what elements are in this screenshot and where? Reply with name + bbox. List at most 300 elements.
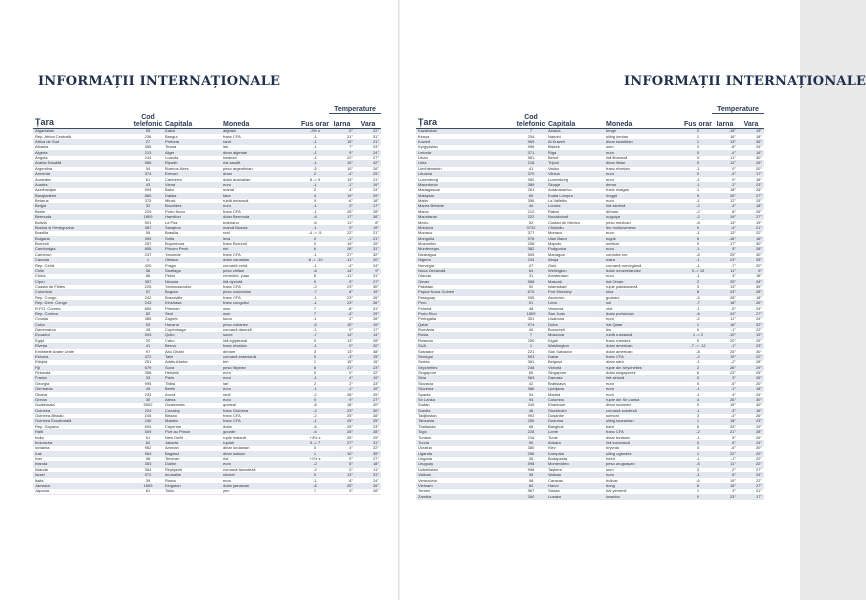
capital-cell: Dodoma (546, 419, 604, 424)
country-cell: Tadjikistan (416, 413, 516, 418)
winter-temp-cell: -5° (712, 381, 738, 386)
winter-temp-cell: 10° (329, 451, 355, 456)
winter-temp-cell: 22° (712, 451, 738, 456)
time-zone-cell: -6 (301, 430, 329, 435)
summer-temp-cell: 26° (738, 301, 764, 306)
calling-code-cell: 260 (516, 494, 546, 499)
time-zone-cell: 0 (301, 338, 329, 343)
time-zone-cell: 1 (684, 451, 712, 456)
winter-temp-cell: 23° (329, 301, 355, 306)
summer-temp-cell: 19° (355, 225, 381, 230)
country-cell: Mexic (416, 220, 516, 225)
calling-code-cell: 44 (516, 204, 546, 209)
calling-code-cell: 57 (133, 290, 163, 295)
capital-cell: Riyadh (163, 161, 221, 166)
time-zone-cell: -6 (301, 483, 329, 488)
capital-cell: Porto Novo (163, 209, 221, 214)
summer-temp-cell: 26° (738, 161, 764, 166)
currency-cell: dirham (604, 209, 684, 214)
time-zone-cell: 0 (684, 440, 712, 445)
time-zone-cell: 3 (684, 284, 712, 289)
winter-temp-cell: -1° (329, 387, 355, 392)
country-cell: Ungaria (416, 456, 516, 461)
calling-code-cell: 965 (516, 139, 546, 144)
winter-temp-cell: -3° (712, 408, 738, 413)
summer-temp-cell: 28° (355, 413, 381, 418)
calling-code-cell: 84 (516, 483, 546, 488)
summer-temp-cell: 24° (355, 188, 381, 193)
currency-cell: metical (604, 241, 684, 246)
summer-temp-cell: 25° (738, 370, 764, 375)
summer-temp-cell: 20° (738, 451, 764, 456)
winter-temp-cell: 0° (329, 327, 355, 332)
winter-temp-cell: 24° (712, 290, 738, 295)
time-zone-cell: -1 (684, 392, 712, 397)
currency-cell: euro (604, 473, 684, 478)
time-zone-cell: 6 (684, 236, 712, 241)
calling-code-cell: 595 (516, 295, 546, 300)
time-zone-cell: -2 (684, 354, 712, 359)
capital-cell: Quito (163, 333, 221, 338)
capital-cell: Riga (546, 150, 604, 155)
winter-temp-cell: 17° (329, 215, 355, 220)
time-zone-cell: -2 (684, 215, 712, 220)
country-cell: Chile (33, 268, 133, 273)
time-zone-cell: 0 (684, 327, 712, 332)
capital-cell: Seul (163, 311, 221, 316)
summer-temp-cell: 24° (355, 478, 381, 483)
time-zone-cell: -8 (684, 220, 712, 225)
capital-cell: Madrid (546, 392, 604, 397)
capital-cell: Bogota (163, 290, 221, 295)
capital-cell: Dakka (163, 193, 221, 198)
calling-code-cell: 1809 (133, 483, 163, 488)
currency-cell: won (221, 311, 301, 316)
calling-code-cell: 40 (516, 327, 546, 332)
currency-cell: coroană daneză (221, 327, 301, 332)
summer-temp-cell: 29° (738, 365, 764, 370)
winter-temp-cell: 26° (329, 247, 355, 252)
calling-code-cell: 97 (133, 349, 163, 354)
summer-temp-cell: 23° (355, 424, 381, 429)
calling-code-cell: 503 (516, 354, 546, 359)
country-cell: Papua Noua Guinee (416, 290, 516, 295)
winter-temp-cell: -1° (329, 236, 355, 241)
winter-temp-cell: 18° (712, 419, 738, 424)
calling-code-cell: 94 (516, 397, 546, 402)
column-header-time-zone: Fus orar (301, 101, 329, 129)
currency-cell: franc CFA (221, 413, 301, 418)
currency-cell: dinar irakian (221, 451, 301, 456)
country-table (33, 101, 381, 495)
column-header-winter: Iarna (712, 114, 738, 129)
summer-temp-cell: 30° (738, 349, 764, 354)
time-zone-cell: -1 (684, 473, 712, 478)
country-cell: Togo (416, 430, 516, 435)
currency-cell: franc Guineea (221, 408, 301, 413)
winter-temp-cell: 11° (329, 220, 355, 225)
currency-cell: franc congolez (221, 301, 301, 306)
country-cell: Belarus (33, 198, 133, 203)
currency-cell: sucre (221, 333, 301, 338)
winter-temp-cell: 16° (712, 134, 738, 139)
currency-cell: kwanza (221, 155, 301, 160)
capital-cell: Lome (546, 430, 604, 435)
currency-cell: dolar portorican (604, 311, 684, 316)
capital-cell: Atena (163, 397, 221, 402)
calling-code-cell: 58 (516, 478, 546, 483)
capital-cell: Bangui (163, 134, 221, 139)
time-zone-cell: -1 (301, 204, 329, 209)
summer-temp-cell: 19° (355, 290, 381, 295)
time-zone-cell: 6 (301, 365, 329, 370)
winter-temp-cell: -4° (712, 150, 738, 155)
country-cell: China (33, 274, 133, 279)
calling-code-cell: 963 (516, 376, 546, 381)
summer-temp-cell: 27° (738, 215, 764, 220)
country-cell: Kazahstan (416, 129, 516, 134)
capital-cell: Copenhaga (163, 327, 221, 332)
country-cell: Canada (33, 258, 133, 263)
calling-code-cell: 43 (133, 182, 163, 187)
capital-cell: Antananarivo (546, 188, 604, 193)
capital-cell: New Delhi (163, 435, 221, 440)
time-zone-cell: 6 (301, 274, 329, 279)
calling-code-cell: 358 (133, 370, 163, 375)
currency-cell: dolar Bermuda (221, 215, 301, 220)
time-zone-cell: -1 (301, 327, 329, 332)
summer-temp-cell: 25° (355, 392, 381, 397)
time-zone-cell: -2 (301, 462, 329, 467)
country-cell: Bermuda (33, 215, 133, 220)
capital-cell: Kiev (546, 446, 604, 451)
currency-cell: euro (221, 182, 301, 187)
calling-code-cell: 32 (133, 204, 163, 209)
currency-cell: tugrik (604, 236, 684, 241)
currency-cell: peso mexican (604, 220, 684, 225)
currency-cell: șiling ugandez (604, 451, 684, 456)
capital-cell: Managua (546, 252, 604, 257)
country-cell: Libia (416, 161, 516, 166)
country-cell: Kyrgyzstan (416, 145, 516, 150)
currency-cell: riel (221, 247, 301, 252)
capital-cell: Havana (163, 322, 221, 327)
capital-cell: Pekin (163, 274, 221, 279)
calling-code-cell: 598 (516, 462, 546, 467)
capital-cell: Yaounde (163, 252, 221, 257)
summer-temp-cell: 18° (738, 274, 764, 279)
summer-temp-cell: 19° (355, 387, 381, 392)
currency-cell: somoni (604, 413, 684, 418)
currency-cell: rublă belarusă (221, 198, 301, 203)
country-cell: Coasta de Fildeș (33, 284, 133, 289)
summer-temp-cell: 23° (738, 344, 764, 349)
capital-cell: Conakry (163, 408, 221, 413)
time-zone-cell: 2 (301, 381, 329, 386)
summer-temp-cell: 19° (355, 182, 381, 187)
country-cell: Madagascar (416, 188, 516, 193)
summer-temp-cell: 22° (355, 446, 381, 451)
capital-cell: Abuja (546, 258, 604, 263)
country-cell: Argentina (33, 166, 133, 171)
winter-temp-cell: 27° (329, 252, 355, 257)
summer-temp-cell: 29° (355, 193, 381, 198)
country-cell: Franța (33, 376, 133, 381)
capital-cell: Bangkok (546, 424, 604, 429)
winter-temp-cell: 16° (329, 403, 355, 408)
country-cell: Mauritania (416, 215, 516, 220)
time-zone-cell: -3½ s (301, 129, 329, 134)
capital-cell: Victoria (546, 365, 604, 370)
capital-cell: Bagdad (163, 451, 221, 456)
column-header-country: Țara (416, 101, 516, 129)
winter-temp-cell: 13° (712, 139, 738, 144)
time-zone-cell: -2 (301, 413, 329, 418)
calling-code-cell: 355 (133, 145, 163, 150)
summer-temp-cell: 26° (355, 166, 381, 171)
winter-temp-cell: -16° (712, 236, 738, 241)
currency-cell: liră cipriotă (221, 279, 301, 284)
currency-cell: euro (604, 274, 684, 279)
time-zone-cell: -6 (301, 268, 329, 273)
calling-code-cell: 389 (516, 182, 546, 187)
summer-temp-cell: 26° (355, 483, 381, 488)
currency-cell: liră egipteană (221, 338, 301, 343)
summer-temp-cell: 25° (738, 338, 764, 343)
country-cell: Cambodgia (33, 247, 133, 252)
summer-temp-cell: 20° (738, 263, 764, 268)
country-cell: Brazilia (33, 231, 133, 236)
currency-cell: euro (221, 376, 301, 381)
winter-temp-cell: 2° (712, 182, 738, 187)
country-cell: Azerbaidjan (33, 188, 133, 193)
winter-temp-cell: 0° (329, 344, 355, 349)
winter-temp-cell: 23° (329, 295, 355, 300)
country-cell: Slovacia (416, 381, 516, 386)
winter-temp-cell: 14° (329, 333, 355, 338)
currency-cell: peso uruguayan (604, 462, 684, 467)
capital-cell: Minsk (163, 198, 221, 203)
capital-cell: Khartoum (546, 403, 604, 408)
time-zone-cell: 0 (684, 172, 712, 177)
calling-code-cell: 359 (133, 236, 163, 241)
calling-code-cell: 93 (133, 129, 163, 134)
capital-cell: Amman (163, 446, 221, 451)
column-header-winter: Iarna (329, 114, 355, 129)
calling-code-cell: 1809 (133, 215, 163, 220)
calling-code-cell: 7 (516, 333, 546, 338)
time-zone-cell: -7 -> -12 (684, 344, 712, 349)
country-cell: Africa de Sud (33, 139, 133, 144)
calling-code-cell: 995 (133, 381, 163, 386)
time-zone-cell: 3 (684, 467, 712, 472)
summer-temp-cell: 25° (355, 241, 381, 246)
country-cell: Spania (416, 392, 516, 397)
country-cell: Senegal (416, 354, 516, 359)
country-cell: Venezuela (416, 478, 516, 483)
winter-temp-cell: 17° (712, 241, 738, 246)
country-cell: Kenya (416, 134, 516, 139)
summer-temp-cell: 32° (738, 322, 764, 327)
country-cell: Armenia (33, 172, 133, 177)
country-cell: Burundi (33, 241, 133, 246)
currency-cell: rupie indiană (221, 435, 301, 440)
capital-cell: Skopje (546, 182, 604, 187)
country-cell: Ghana (33, 392, 133, 397)
calling-code-cell: 679 (133, 365, 163, 370)
calling-code-cell: 47 (516, 263, 546, 268)
country-cell: Ecuador (33, 333, 133, 338)
time-zone-cell: 7 (301, 306, 329, 311)
calling-code-cell: 386 (516, 387, 546, 392)
capital-cell: Vatican (546, 473, 604, 478)
calling-code-cell: 222 (516, 215, 546, 220)
country-cell: Porto Rico (416, 311, 516, 316)
capital-cell: San Juan (546, 311, 604, 316)
summer-temp-cell: 18° (738, 387, 764, 392)
winter-temp-cell: 23° (712, 370, 738, 375)
country-cell: Rwanda (416, 338, 516, 343)
summer-temp-cell: 29° (355, 435, 381, 440)
winter-temp-cell: -11° (329, 258, 355, 263)
summer-temp-cell: 6° (738, 268, 764, 273)
capital-cell: Brasilia (163, 231, 221, 236)
currency-cell: marcă Bosnia (221, 225, 301, 230)
winter-temp-cell: 19° (329, 193, 355, 198)
country-cell: Guineea-Bissau (33, 413, 133, 418)
summer-temp-cell: 32° (355, 252, 381, 257)
capital-cell: Cayenne (163, 424, 221, 429)
country-cell: Liechtenstein (416, 166, 516, 171)
column-header-capital: Capitala (163, 101, 221, 129)
calling-code-cell: 974 (516, 322, 546, 327)
country-cell: Belgia (33, 204, 133, 209)
summer-temp-cell: 30° (738, 155, 764, 160)
calling-code-cell: 675 (516, 290, 546, 295)
capital-cell: Maputo (546, 241, 604, 246)
currency-cell: guarani (604, 295, 684, 300)
calling-code-cell: 976 (516, 236, 546, 241)
capital-cell: Port Moresby (546, 290, 604, 295)
capital-cell: Caracas (546, 478, 604, 483)
country-cell: Tanzania (416, 419, 516, 424)
calling-code-cell: 258 (516, 241, 546, 246)
country-cell: Iordania (33, 446, 133, 451)
summer-temp-cell: 27° (738, 467, 764, 472)
currency-cell: quetzal (221, 403, 301, 408)
country-cell: Rep. Coreea (33, 311, 133, 316)
capital-cell: Monaco (546, 231, 604, 236)
summer-temp-cell: 19° (738, 333, 764, 338)
winter-temp-cell: 3° (329, 204, 355, 209)
currency-cell: dolar jamaican (221, 483, 301, 488)
winter-temp-cell: 13° (329, 177, 355, 182)
time-zone-cell: -1 (684, 198, 712, 203)
table-row (33, 489, 381, 494)
calling-code-cell: 972 (133, 473, 163, 478)
time-zone-cell: -1 (684, 182, 712, 187)
winter-temp-cell: 9° (329, 150, 355, 155)
currency-cell: șiling tanzanian (604, 419, 684, 424)
currency-cell: euro (221, 370, 301, 375)
currency-cell: franc elvețian (221, 344, 301, 349)
currency-cell: franc Burundi (221, 241, 301, 246)
winter-temp-cell: -3° (329, 354, 355, 359)
calling-code-cell: 36 (516, 456, 546, 461)
currency-cell: franc CFA (221, 252, 301, 257)
capital-cell: Luxemburg (546, 177, 604, 182)
capital-cell: Sanaa (546, 489, 604, 494)
summer-temp-cell: 34° (738, 279, 764, 284)
summer-temp-cell: 25° (738, 258, 764, 263)
winter-temp-cell: 21° (329, 365, 355, 370)
time-zone-cell: -1 (301, 419, 329, 424)
summer-temp-cell: 24° (738, 440, 764, 445)
currency-cell: peso filipinez (221, 365, 301, 370)
summer-temp-cell: 22° (355, 129, 381, 134)
currency-cell: rand (221, 139, 301, 144)
time-zone-cell: -1 (684, 435, 712, 440)
summer-temp-cell: 25° (738, 188, 764, 193)
currency-cell: dolar neozeelandez (604, 268, 684, 273)
winter-temp-cell: -1° (712, 387, 738, 392)
column-header-summer: Vara (738, 114, 764, 129)
winter-temp-cell: 9° (329, 279, 355, 284)
time-zone-cell: 1 (301, 451, 329, 456)
winter-temp-cell: -8° (712, 145, 738, 150)
currency-cell: peso argentinian (221, 166, 301, 171)
summer-temp-cell: 31° (355, 306, 381, 311)
winter-temp-cell: 23° (329, 284, 355, 289)
country-cell: Portugalia (416, 317, 516, 322)
summer-temp-cell: 20° (738, 381, 764, 386)
winter-temp-cell: 13° (329, 473, 355, 478)
time-zone-cell: -5 (301, 322, 329, 327)
calling-code-cell: 357 (133, 279, 163, 284)
winter-temp-cell: 15° (329, 161, 355, 166)
time-zone-cell: -1 (684, 258, 712, 263)
winter-temp-cell: 13° (712, 231, 738, 236)
calling-code-cell: 41 (516, 166, 546, 171)
currency-cell: franc elvețian (604, 166, 684, 171)
currency-cell: taka (221, 193, 301, 198)
time-zone-cell: 0 (684, 446, 712, 451)
country-cell: Bulgaria (33, 236, 133, 241)
calling-code-cell: 46 (516, 408, 546, 413)
country-cell: Benin (33, 209, 133, 214)
currency-cell: forint (604, 456, 684, 461)
page-title: INFORMAȚII INTERNAȚIONALE (38, 74, 281, 89)
time-zone-cell: 0 (684, 150, 712, 155)
capital-cell: Suva (163, 365, 221, 370)
calling-code-cell: 850 (133, 306, 163, 311)
summer-temp-cell: 22° (738, 478, 764, 483)
time-zone-cell: -1 (301, 387, 329, 392)
currency-cell: ouguiya (604, 215, 684, 220)
capital-cell: Canberra (163, 177, 221, 182)
column-header-temperature: Temperature (712, 101, 764, 114)
winter-temp-cell: 4° (712, 392, 738, 397)
winter-temp-cell: 25° (329, 419, 355, 424)
currency-cell: euro (604, 317, 684, 322)
time-zone-cell: -1 (684, 408, 712, 413)
winter-temp-cell: 0° (329, 129, 355, 134)
capital-cell: Port au Prince (163, 430, 221, 435)
time-zone-cell: 0 (684, 161, 712, 166)
summer-temp-cell: 26° (738, 413, 764, 418)
winter-temp-cell: 25° (329, 483, 355, 488)
time-zone-cell: -1 (684, 360, 712, 365)
